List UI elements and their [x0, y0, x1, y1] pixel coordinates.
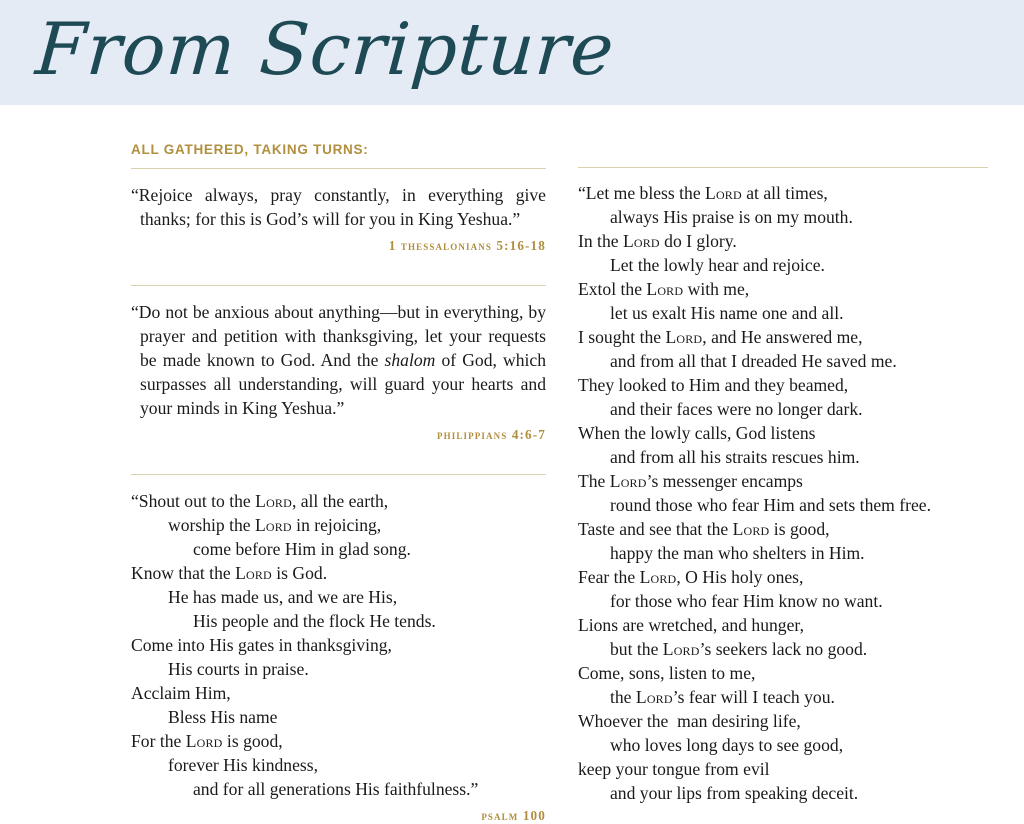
- verse-line: [578, 565, 988, 589]
- verse-line: [578, 685, 988, 709]
- divine-name: Lord: [732, 519, 770, 539]
- verse-line-text: but the: [610, 639, 663, 659]
- verse-line: [131, 633, 546, 657]
- divine-name: Lord: [254, 514, 292, 535]
- verse-line-tail: ’s messenger encamps: [646, 471, 803, 491]
- quote-block-philippians: [131, 300, 546, 443]
- verse-line-text: Come, sons, listen to me,: [578, 663, 756, 683]
- verse-line-text: keep your tongue from evil: [578, 759, 770, 779]
- quote-text-part2: of God, which surpasses all understanding, will guard your hearts and your minds in King Yeshua.”: [140, 349, 547, 418]
- verse-line: [578, 493, 988, 517]
- verse-line: [578, 181, 988, 205]
- verse-line: [131, 729, 546, 753]
- verse-line: [131, 681, 546, 705]
- verse-line-tail: do I glory.: [659, 231, 737, 251]
- verse-line-tail: is good,: [769, 519, 830, 539]
- quote-text: [131, 300, 546, 420]
- divine-name: Lord: [622, 231, 660, 251]
- section-rule: [131, 168, 546, 169]
- verse-line: [578, 277, 988, 301]
- verse-line: [578, 589, 988, 613]
- verse-line: [578, 253, 988, 277]
- divine-name: Lord: [665, 327, 703, 347]
- verse-line-tail: , and He answered me,: [702, 327, 863, 347]
- quote-citation: psalm 100: [481, 807, 546, 823]
- verse-line-text: and their faces were no longer dark.: [610, 399, 863, 419]
- verse-line-text: Bless His name: [168, 706, 278, 727]
- verse-line-text: Let the lowly hear and rejoice.: [610, 255, 825, 275]
- verse-line-text: Come into His gates in thanksgiving,: [131, 634, 392, 655]
- divine-name: Lord: [662, 639, 700, 659]
- verse-line-text: let us exalt His name one and all.: [610, 303, 844, 323]
- verse-line-text: forever His kindness,: [168, 754, 319, 775]
- verse-line-text: happy the man who shelters in Him.: [610, 543, 865, 563]
- verse-line-text: the: [610, 687, 636, 707]
- verse-line-text: His people and the flock He tends.: [193, 610, 436, 631]
- verse-line-tail: , all the earth,: [291, 490, 389, 511]
- divine-name: Lord: [639, 567, 677, 587]
- verse-line-text: Extol the: [578, 279, 647, 299]
- verse-line: [578, 445, 988, 469]
- verse-line: [131, 777, 546, 801]
- verse-line: [131, 489, 546, 513]
- verse-line: [131, 537, 546, 561]
- verse-line: [131, 513, 546, 537]
- right-column: [578, 105, 988, 805]
- verse-line: [578, 541, 988, 565]
- verse-line-text: come before Him in glad song.: [193, 538, 411, 559]
- verse-line: [578, 613, 988, 637]
- verse-line-text: and from all that I dreaded He saved me.: [610, 351, 897, 371]
- verse-line: [578, 469, 988, 493]
- verse-line: [131, 657, 546, 681]
- verse-line: [131, 609, 546, 633]
- quote-citation: philippians 4:6-7: [437, 426, 546, 442]
- divine-name: Lord: [609, 471, 647, 491]
- verse-line: [131, 753, 546, 777]
- verse-line-text: Taste and see that the: [578, 519, 733, 539]
- verse-line: [578, 229, 988, 253]
- quote-block-thessalonians: [131, 183, 546, 254]
- quote-block-psalm: [131, 489, 546, 824]
- verse-line-text: Know that the: [131, 562, 236, 583]
- section-label: ALL GATHERED, TAKING TURNS:: [131, 142, 369, 157]
- quote-text-part1: “Do not be anxious about anything—but in everything, by prayer and petition with thanksgiving, let your requests be made known to God. And the: [131, 301, 546, 370]
- verse-line-text: Whoever the man desiring life,: [578, 711, 801, 731]
- verse-line-text: He has made us, and we are His,: [168, 586, 398, 607]
- verse-line: [578, 373, 988, 397]
- block-spacer: [131, 443, 546, 463]
- divine-name: Lord: [185, 730, 223, 751]
- divine-name: Lord: [235, 562, 272, 583]
- verse-line-text: Lions are wretched, and hunger,: [578, 615, 804, 635]
- divine-name: Lord: [705, 183, 742, 203]
- verse-line-tail: , O His holy ones,: [676, 567, 804, 587]
- verse-line-text: I sought the: [578, 327, 666, 347]
- verse-line: [578, 661, 988, 685]
- page-header-band: [0, 0, 1024, 105]
- verse-line: [578, 349, 988, 373]
- verse-line-text: Acclaim Him,: [131, 682, 231, 703]
- verse-line: [578, 397, 988, 421]
- verse-text: [131, 489, 546, 801]
- verse-line-text: The: [578, 471, 610, 491]
- verse-line-text: and your lips from speaking deceit.: [610, 783, 859, 803]
- verse-line: [578, 205, 988, 229]
- verse-line-text: “Let me bless the: [578, 183, 706, 203]
- verse-line: [131, 705, 546, 729]
- verse-line: [578, 517, 988, 541]
- verse-line-text: His courts in praise.: [168, 658, 309, 679]
- verse-line-text: When the lowly calls, God listens: [578, 423, 816, 443]
- divine-name: Lord: [646, 279, 684, 299]
- verse-line-text: for those who fear Him know no want.: [610, 591, 883, 611]
- verse-line: [578, 781, 988, 805]
- verse-line: [578, 421, 988, 445]
- verse-line-tail: ’s fear will I teach you.: [672, 687, 835, 707]
- verse-line-tail: in rejoicing,: [291, 514, 382, 535]
- verse-line-text: and for all generations His faithfulness.”: [193, 778, 479, 799]
- quote-text: “Rejoice always, pray constantly, in everything give thanks; for this is God’s will for you in King Yeshua.”: [131, 184, 546, 229]
- verse-line-text: They looked to Him and they beamed,: [578, 375, 849, 395]
- block-divider: [131, 285, 546, 286]
- verse-line: [578, 733, 988, 757]
- verse-line-text: always His praise is on my mouth.: [610, 207, 853, 227]
- verse-line: [131, 585, 546, 609]
- verse-line-tail: ’s seekers lack no good.: [699, 639, 868, 659]
- verse-line-text: For the: [131, 730, 186, 751]
- verse-line-text: In the: [578, 231, 623, 251]
- verse-line-text: who loves long days to see good,: [610, 735, 844, 755]
- block-spacer: [131, 254, 546, 274]
- block-divider: [131, 474, 546, 475]
- verse-line-text: round those who fear Him and sets them free.: [610, 495, 931, 515]
- left-column: [131, 105, 546, 824]
- verse-line: [578, 301, 988, 325]
- right-column-rule: [578, 167, 988, 168]
- quote-emphasis: shalom: [384, 349, 436, 370]
- verse-line: [578, 637, 988, 661]
- verse-line-tail: is God.: [271, 562, 328, 583]
- divine-name: Lord: [635, 687, 673, 707]
- divine-name: Lord: [255, 490, 292, 511]
- quote-citation: 1 thessalonians 5:16-18: [388, 237, 546, 253]
- verse-line-text: Fear the: [578, 567, 640, 587]
- verse-line-text: and from all his straits rescues him.: [610, 447, 860, 467]
- verse-line-tail: is good,: [222, 730, 283, 751]
- verse-line-text: worship the: [168, 514, 255, 535]
- verse-line: [578, 325, 988, 349]
- verse-line: [578, 709, 988, 733]
- verse-line: [578, 757, 988, 781]
- verse-line-tail: at all times,: [741, 183, 828, 203]
- verse-line: [131, 561, 546, 585]
- page-content: [0, 105, 1024, 823]
- page-title: From Scripture: [33, 7, 618, 91]
- verse-line-tail: with me,: [683, 279, 750, 299]
- verse-text: [578, 181, 988, 805]
- verse-line-text: “Shout out to the: [131, 490, 256, 511]
